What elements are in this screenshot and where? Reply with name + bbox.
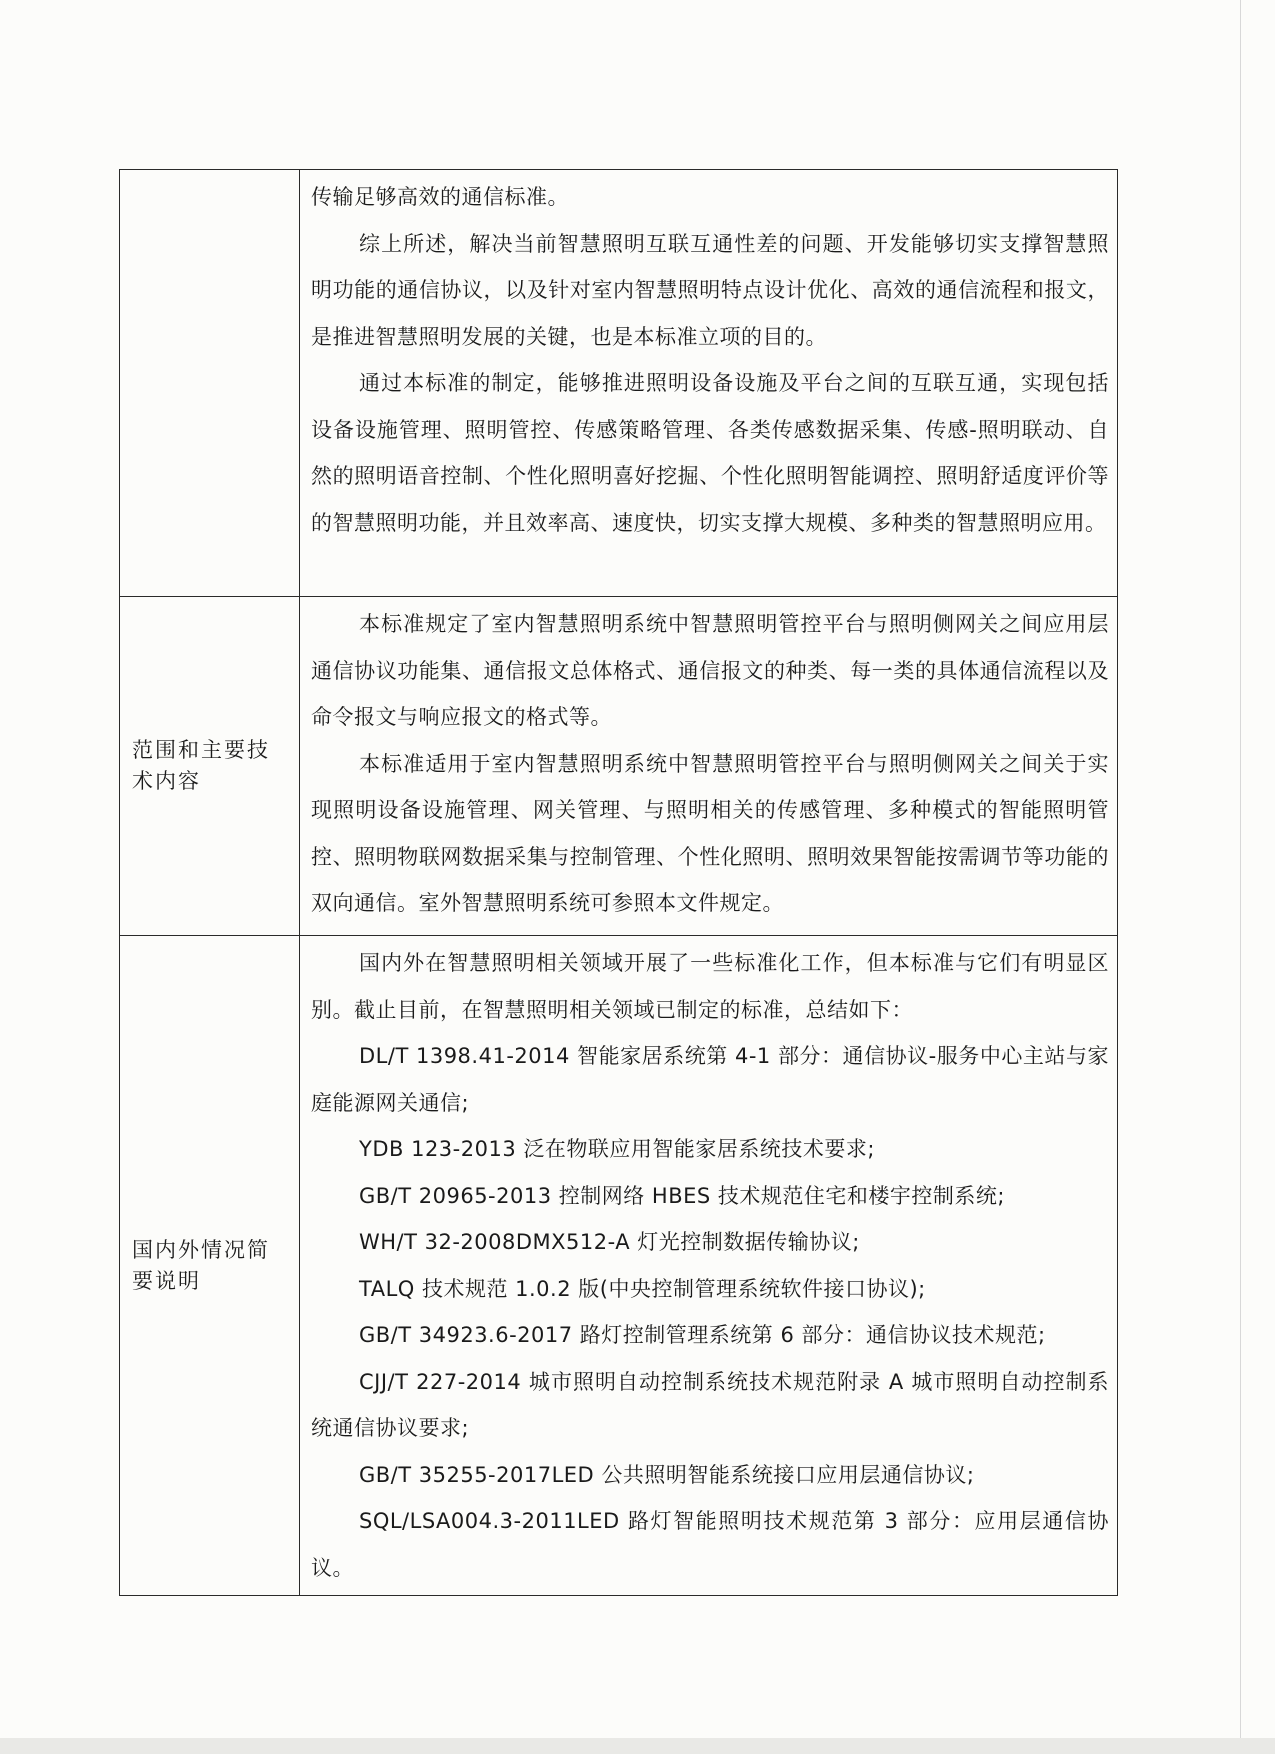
row-content	[300, 936, 1118, 1596]
standard-reference: DL/T 1398.41-2014 智能家居系统第 4-1 部分：通信协议-服务中心主站与家庭能源网关通信;	[311, 1044, 1109, 1115]
paragraph: 传输足够高效的通信标准。	[311, 185, 569, 209]
standard-reference: TALQ 技术规范 1.0.2 版(中央控制管理系统软件接口协议);	[359, 1276, 926, 1301]
row-label-situation: 国内外情况简要说明	[120, 936, 300, 1596]
row-content	[300, 597, 1118, 936]
paragraph: 综上所述，解决当前智慧照明互联互通性差的问题、开发能够切实支撑智慧照明功能的通信协议，以及针对室内智慧照明特点设计优化、高效的通信流程和报文，是推进智慧照明发展的关键，也是本标准立项的目的。	[311, 231, 1109, 349]
scan-page-edge	[1240, 0, 1241, 1754]
paragraph: 本标准适用于室内智慧照明系统中智慧照明管控平台与照明侧网关之间关于实现照明设备设施管理、网关管理、与照明相关的传感管理、多种模式的智能照明管控、照明物联网数据采集与控制管理、个性化照明、照明效果智能按需调节等功能的双向通信。室外智慧照明系统可参照本文件规定。	[311, 751, 1109, 915]
table-row	[120, 597, 1118, 936]
standard-reference: GB/T 20965-2013 控制网络 HBES 技术规范住宅和楼宇控制系统;	[359, 1183, 1005, 1208]
standard-reference: WH/T 32-2008DMX512-A 灯光控制数据传输协议;	[359, 1230, 860, 1254]
standard-reference: GB/T 34923.6-2017 路灯控制管理系统第 6 部分：通信协议技术规范;	[359, 1323, 1046, 1347]
paragraph: 通过本标准的制定，能够推进照明设备设施及平台之间的互联互通，实现包括设备设施管理、照明管控、传感策略管理、各类传感数据采集、传感-照明联动、自然的照明语音控制、个性化照明喜好挖掘、个性化照明智能调控、照明舒适度评价等的智慧照明功能，并且效率高、速度快，切实支撑大规模、多种类的智慧照明应用。	[311, 371, 1109, 535]
paragraph: 本标准规定了室内智慧照明系统中智慧照明管控平台与照明侧网关之间应用层通信协议功能集、通信报文总体格式、通信报文的种类、每一类的具体通信流程以及命令报文与响应报文的格式等。	[311, 612, 1109, 729]
paragraph: 国内外在智慧照明相关领域开展了一些标准化工作，但本标准与它们有明显区别。截止目前，在智慧照明相关领域已制定的标准，总结如下：	[311, 951, 1109, 1022]
row-content	[300, 170, 1118, 597]
standard-reference: GB/T 35255-2017LED 公共照明智能系统接口应用层通信协议;	[359, 1462, 975, 1487]
standard-reference: CJJ/T 227-2014 城市照明自动控制系统技术规范附录 A 城市照明自动控制系统通信协议要求;	[311, 1369, 1109, 1440]
row-label	[120, 170, 300, 597]
standard-reference: SQL/LSA004.3-2011LED 路灯智能照明技术规范第 3 部分：应用层通信协议。	[311, 1509, 1109, 1580]
scan-bottom-edge	[0, 1738, 1275, 1754]
standard-reference: YDB 123-2013 泛在物联应用智能家居系统技术要求;	[359, 1137, 875, 1161]
standard-info-table	[119, 169, 1118, 1596]
row-label-scope: 范围和主要技术内容	[120, 597, 300, 936]
table-row	[120, 170, 1118, 597]
table-row	[120, 936, 1118, 1596]
